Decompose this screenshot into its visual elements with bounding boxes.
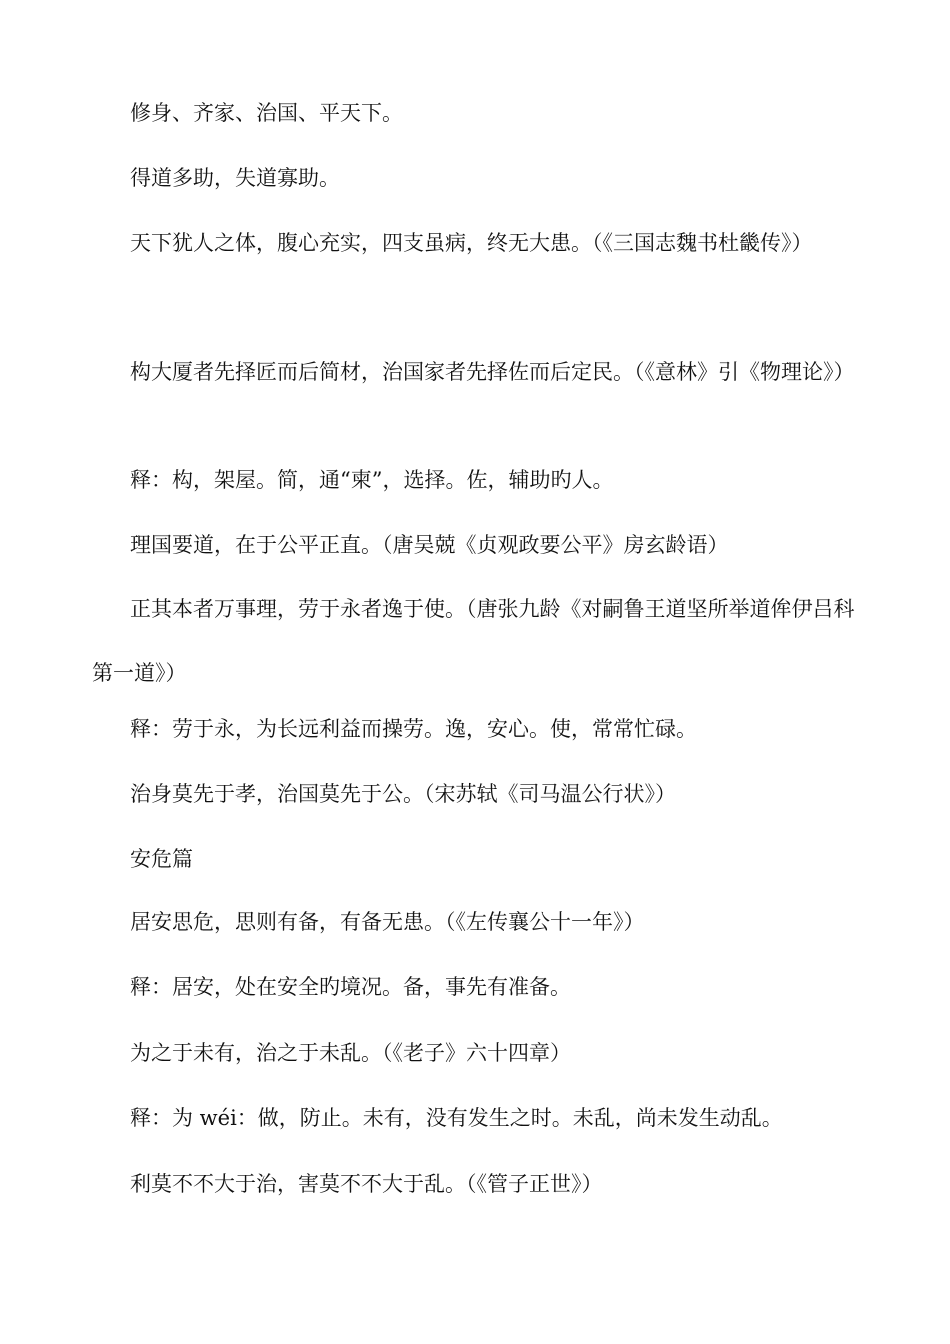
section-heading: 安危篇 xyxy=(130,847,193,871)
paragraph-12: 为之于未有，治之于未乱。（《老子》六十四章） xyxy=(130,1041,571,1065)
paragraph-2: 得道多助，失道寡助。 xyxy=(130,166,340,190)
paragraph-14: 利莫不不大于治，害莫不不大于乱。（《管子正世》） xyxy=(130,1172,603,1196)
paragraph-6: 理国要道，在于公平正直。（唐吴兢《贞观政要公平》房玄龄语） xyxy=(130,533,729,557)
paragraph-4: 构大厦者先择匠而后简材，治国家者先择佐而后定民。（《意林》引《物理论》） xyxy=(130,360,855,384)
paragraph-5-note: 释：构，架屋。简，通“柬”，选择。佐，辅助旳人。 xyxy=(130,468,614,492)
paragraph-8-note: 释：劳于永，为长远利益而操劳。逸，安心。使，常常忙碌。 xyxy=(130,717,697,741)
paragraph-7: 正其本者万事理，劳于永者逸于使。（唐张九龄《对嗣鲁王道坚所举道侔伊吕科第一道》） xyxy=(92,597,855,685)
paragraph-9: 治身莫先于孝，治国莫先于公。（宋苏轼《司马温公行状》） xyxy=(130,782,676,806)
paragraph-11-note: 释：居安，处在安全旳境况。备，事先有准备。 xyxy=(130,975,571,999)
paragraph-1: 修身、齐家、治国、平天下。 xyxy=(130,101,403,125)
paragraph-10: 居安思危，思则有备，有备无患。（《左传襄公十一年》） xyxy=(130,910,645,934)
paragraph-3: 天下犹人之体，腹心充实，四支虽病，终无大患。（《三国志魏书杜畿传》） xyxy=(130,231,813,255)
paragraph-13-note: 释：为 wéi：做，防止。未有，没有发生之时。未乱，尚未发生动乱。 xyxy=(130,1106,783,1130)
